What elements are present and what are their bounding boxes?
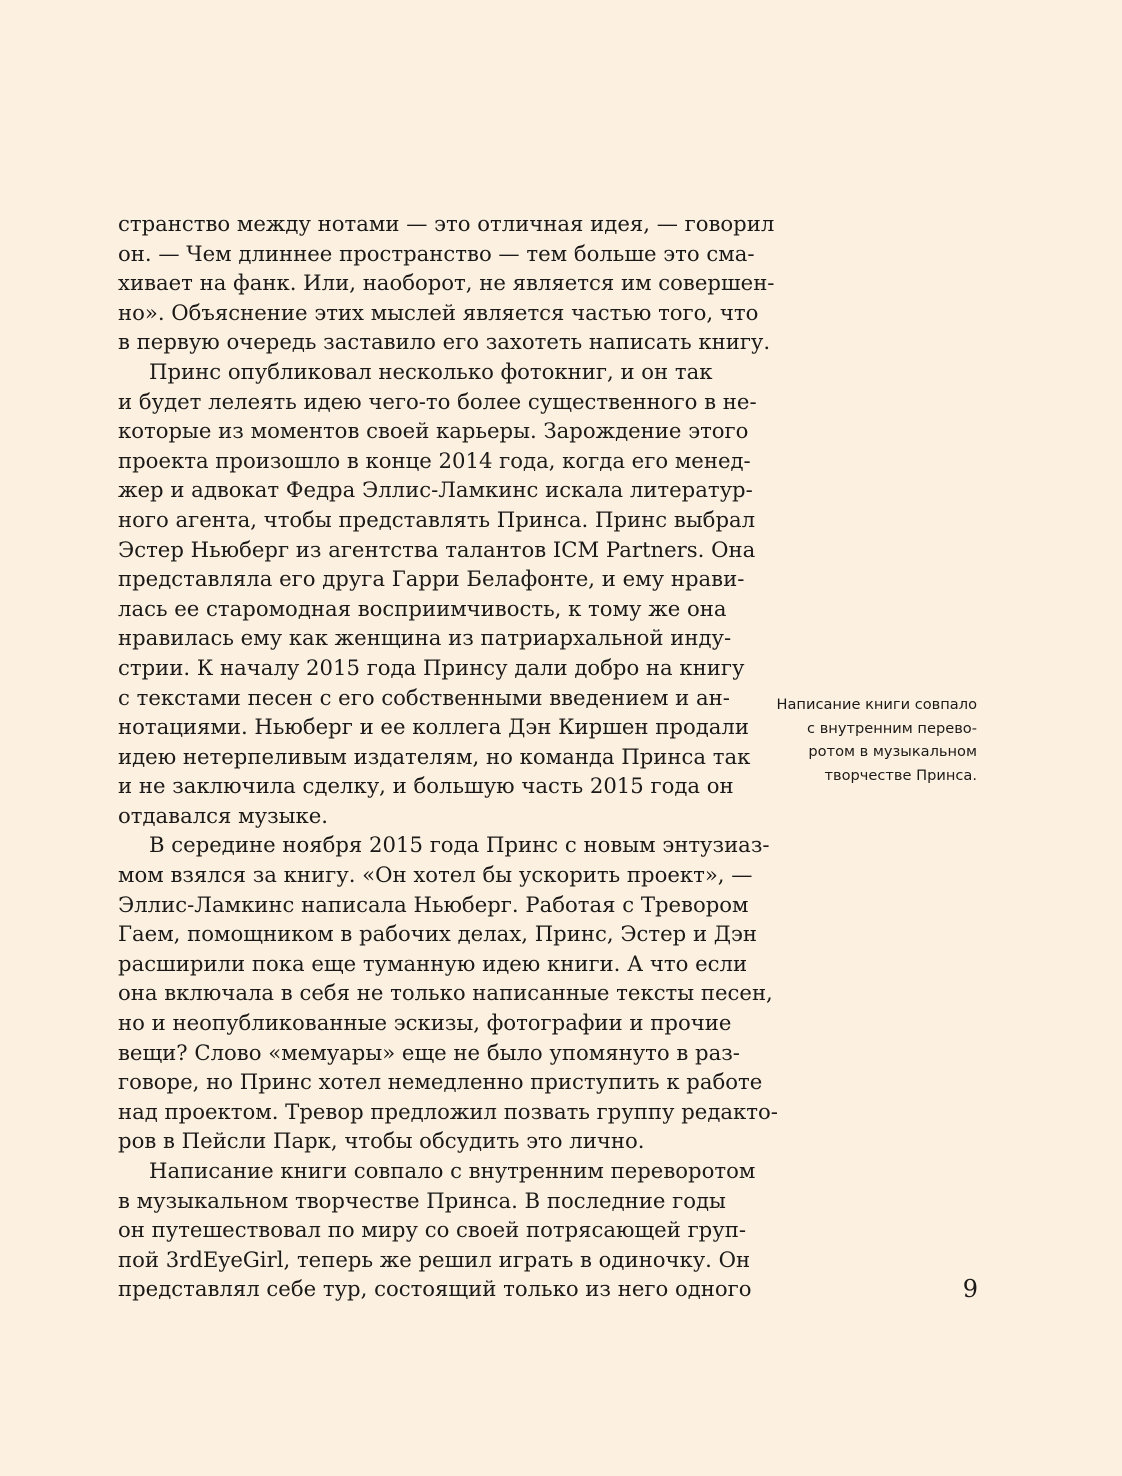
text-line: странство между нотами — это отличная идея, — говорил [118, 211, 775, 236]
text-line: и не заключила сделку, и большую часть 2015 года он [118, 773, 734, 799]
text-line: Эстер Ньюберг из агентства талантов ICM Partners. Она [118, 536, 756, 562]
text-line: Эллис-Ламкинс написала Ньюберг. Работая с Тревором [118, 891, 749, 917]
text-line: нравилась ему как женщина из патриархальной инду- [118, 625, 732, 651]
main-text-column [118, 209, 778, 1304]
text-line: говоре, но Принс хотел немедленно приступить к работе [118, 1069, 763, 1095]
text-line: ров в Пейсли Парк, чтобы обсудить это лично. [118, 1128, 645, 1154]
text-line: ного агента, чтобы представлять Принса. Принс выбрал [118, 506, 756, 532]
text-line: в музыкальном творчестве Принса. В последние годы [118, 1187, 726, 1213]
text-line: он. — Чем длиннее пространство — тем больше это сма- [118, 240, 755, 266]
text-line: но». Объяснение этих мыслей является частью того, что [118, 299, 759, 325]
text-line: нотациями. Ньюберг и ее коллега Дэн Киршен продали [118, 714, 749, 740]
text-line: расширили пока еще туманную идею книги. А что если [118, 950, 748, 976]
text-line: она включала в себя не только написанные тексты песен, [118, 980, 773, 1006]
text-line: и будет лелеять идею чего-то более существенного в не- [118, 388, 757, 414]
text-line: пой 3rdEyeGirl, теперь же решил играть в одиночку. Он [118, 1246, 751, 1272]
margin-note-line: ротом в музыкальном [808, 743, 977, 760]
text-line: Гаем, помощником в рабочих делах, Принс, Эстер и Дэн [118, 921, 758, 947]
text-line: представляла его друга Гарри Белафонте, и ему нрави- [118, 566, 745, 592]
page-number: 9 [962, 1275, 978, 1303]
text-line: отдавался музыке. [118, 802, 329, 828]
text-line: хивает на фанк. Или, наоборот, не является им совершен- [118, 270, 775, 296]
text-line: он путешествовал по миру со своей потрясающей груп- [118, 1217, 746, 1243]
text-line: идею нетерпеливым издателям, но команда Принса так [118, 743, 751, 769]
text-line: жер и адвокат Федра Эллис-Ламкинс искала литератур- [118, 477, 753, 503]
text-line: мом взялся за книгу. «Он хотел бы ускорить проект», — [118, 862, 753, 888]
margin-note-line: Написание книги совпало [776, 696, 977, 713]
paragraph-start-line: Написание книги совпало с внутренним переворотом [149, 1158, 756, 1183]
paragraph-start-line: Принс опубликовал несколько фотокниг, и он так [149, 358, 713, 384]
text-line: которые из моментов своей карьеры. Зарождение этого [118, 418, 749, 444]
text-line: но и неопубликованные эскизы, фотографии и прочие [118, 1010, 732, 1036]
text-line: представлял себе тур, состоящий только из него одного [118, 1276, 752, 1302]
text-line: в первую очередь заставило его захотеть написать книгу. [118, 329, 771, 355]
text-line: проекта произошло в конце 2014 года, когда его менед- [118, 447, 751, 473]
text-line: стрии. К началу 2015 года Принсу дали добро на книгу [118, 654, 745, 680]
margin-note [748, 693, 977, 787]
text-line: вещи? Слово «мемуары» еще не было упомянуто в раз- [118, 1039, 740, 1065]
text-line: лась ее старомодная восприимчивость, к тому же она [118, 595, 727, 621]
margin-note-line: с внутренним перево- [807, 719, 977, 737]
paragraph-start-line: В середине ноября 2015 года Принс с новым энтузиаз- [149, 832, 770, 858]
text-line: с текстами песен с его собственными введением и ан- [118, 684, 730, 710]
text-line: над проектом. Тревор предложил позвать группу редакто- [118, 1098, 778, 1124]
margin-note-line: творчестве Принса. [824, 766, 977, 784]
